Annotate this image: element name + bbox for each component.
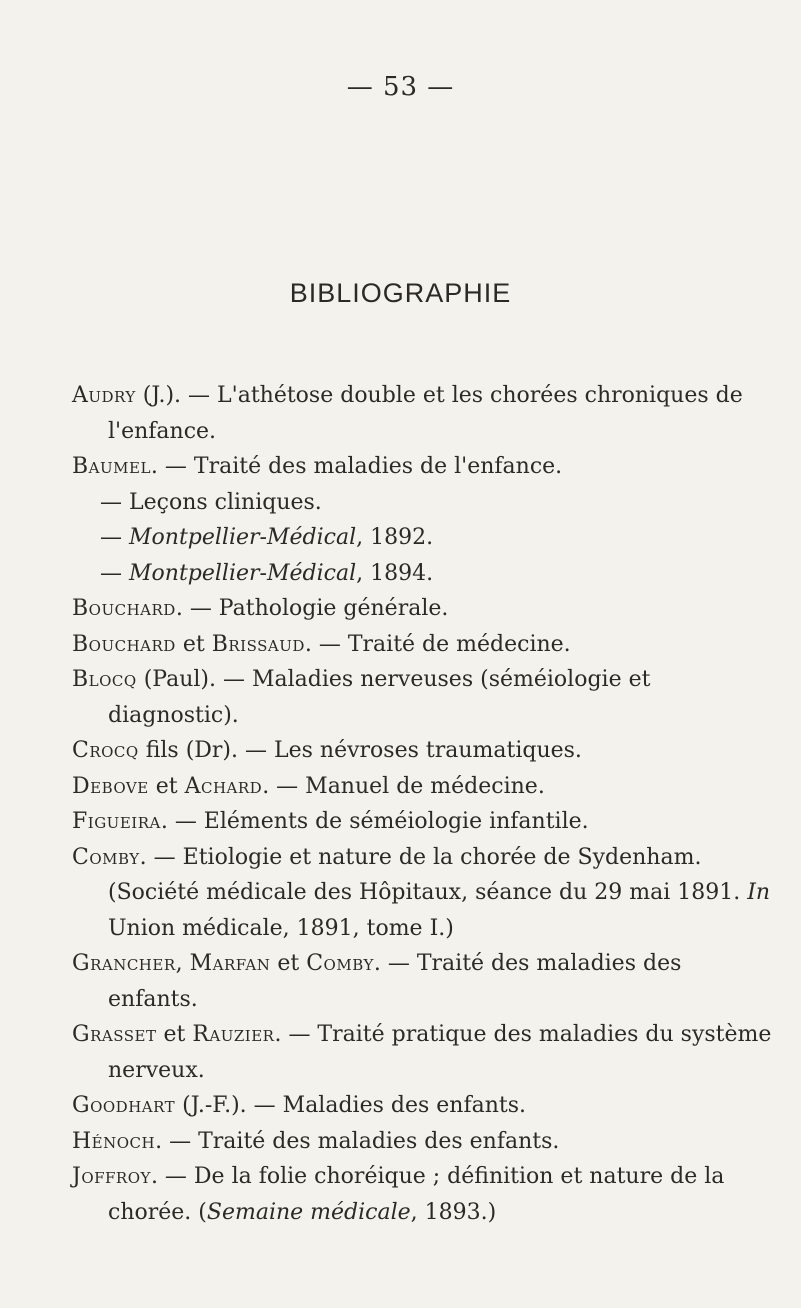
entry-text: . — De la folie choréique ; définition et nature de la chorée. ( bbox=[108, 1164, 725, 1225]
author: Bouchard bbox=[72, 596, 176, 621]
bib-entry-bouchard-brissaud bbox=[72, 627, 772, 663]
entry-italic: In bbox=[747, 880, 771, 905]
author: Marfan bbox=[189, 951, 271, 976]
journal-title: Semaine médicale bbox=[206, 1199, 411, 1225]
bib-entry-baumel-1892 bbox=[72, 520, 772, 556]
entry-text: . — Traité de médecine. bbox=[304, 631, 571, 657]
author: Goodhart bbox=[72, 1093, 176, 1118]
entry-text: . — Traité pratique des maladies du système nerveux. bbox=[108, 1022, 772, 1083]
entry-text: . — Etiologie et nature de la chorée de Sydenham. (Société médicale des Hôpitaux, séance du 29 mai 1891. bbox=[108, 844, 748, 905]
entry-text: (J.). — L'athétose double et les chorées chroniques de l'enfance. bbox=[108, 383, 743, 444]
bib-entry-grancher-marfan-comby bbox=[72, 946, 772, 1017]
bib-entry-debove-achard bbox=[72, 769, 772, 805]
entry-text: — bbox=[100, 525, 129, 550]
entry-text: . — Pathologie générale. bbox=[175, 596, 449, 621]
bib-entry-baumel-lecons bbox=[72, 485, 772, 521]
entry-text: fils (Dr). — Les névroses traumatiques. bbox=[138, 738, 582, 763]
page-title: BIBLIOGRAPHIE bbox=[289, 278, 512, 308]
page-number: — 53 — bbox=[346, 72, 455, 102]
entry-text: , 1892. bbox=[356, 525, 434, 550]
entry-text: . — Traité des maladies de l'enfance. bbox=[150, 454, 563, 479]
bib-entry-baumel-1894 bbox=[72, 556, 772, 592]
author: Grancher bbox=[72, 951, 176, 976]
author: Figueira bbox=[72, 809, 161, 834]
bib-entry-grasset-rauzier bbox=[72, 1017, 772, 1088]
author: Hénoch bbox=[72, 1128, 156, 1154]
bib-entry-baumel bbox=[72, 449, 772, 485]
entry-text: . — Manuel de médecine. bbox=[262, 773, 545, 799]
author: Achard bbox=[184, 773, 263, 799]
journal-title: Montpellier-Médical bbox=[129, 560, 357, 586]
entry-text: — bbox=[100, 560, 129, 586]
entry-text: , bbox=[175, 951, 190, 976]
journal-title: Montpellier-Médical bbox=[129, 525, 357, 550]
entry-text: . — Eléments de séméiologie infantile. bbox=[160, 809, 589, 834]
bib-entry-crocq bbox=[72, 733, 772, 769]
entry-text: Union médicale, 1891, tome I.) bbox=[108, 915, 454, 941]
author: Baumel bbox=[72, 454, 151, 479]
entry-text: (J.-F.). — Maladies des enfants. bbox=[175, 1093, 527, 1118]
author: Debove bbox=[72, 773, 149, 799]
entry-text: et bbox=[148, 773, 185, 799]
author: Blocq bbox=[72, 667, 137, 692]
entry-text: , 1893.) bbox=[410, 1199, 497, 1225]
entry-text: . — Traité des maladies des enfants. bbox=[108, 951, 682, 1012]
bib-entry-comby bbox=[72, 840, 772, 947]
bib-entry-blocq bbox=[72, 662, 772, 733]
bibliography-list bbox=[72, 378, 772, 1230]
author: Brissaud bbox=[211, 631, 305, 657]
entry-text: et bbox=[156, 1022, 193, 1047]
bib-entry-audry bbox=[72, 378, 772, 449]
bib-entry-joffroy bbox=[72, 1159, 772, 1230]
bib-entry-goodhart bbox=[72, 1088, 772, 1124]
bib-entry-henoch bbox=[72, 1124, 772, 1160]
author: Rauzier bbox=[192, 1022, 275, 1047]
entry-text: (Paul). — Maladies nerveuses (séméiologie et diagnostic). bbox=[108, 667, 651, 728]
bib-entry-bouchard bbox=[72, 591, 772, 627]
author: Crocq bbox=[72, 738, 139, 763]
entry-text: et bbox=[175, 631, 212, 657]
author: Grasset bbox=[72, 1022, 157, 1047]
author: Comby bbox=[72, 844, 140, 870]
bib-entry-figueira bbox=[72, 804, 772, 840]
author: Bouchard bbox=[72, 631, 176, 657]
author: Joffroy bbox=[72, 1164, 151, 1189]
author: Comby bbox=[306, 951, 374, 976]
entry-text: — Leçons cliniques. bbox=[100, 489, 322, 515]
author: Audry bbox=[72, 383, 136, 408]
entry-text: , 1894. bbox=[356, 560, 434, 586]
entry-text: et bbox=[270, 951, 307, 976]
entry-text: . — Traité des maladies des enfants. bbox=[155, 1128, 560, 1154]
